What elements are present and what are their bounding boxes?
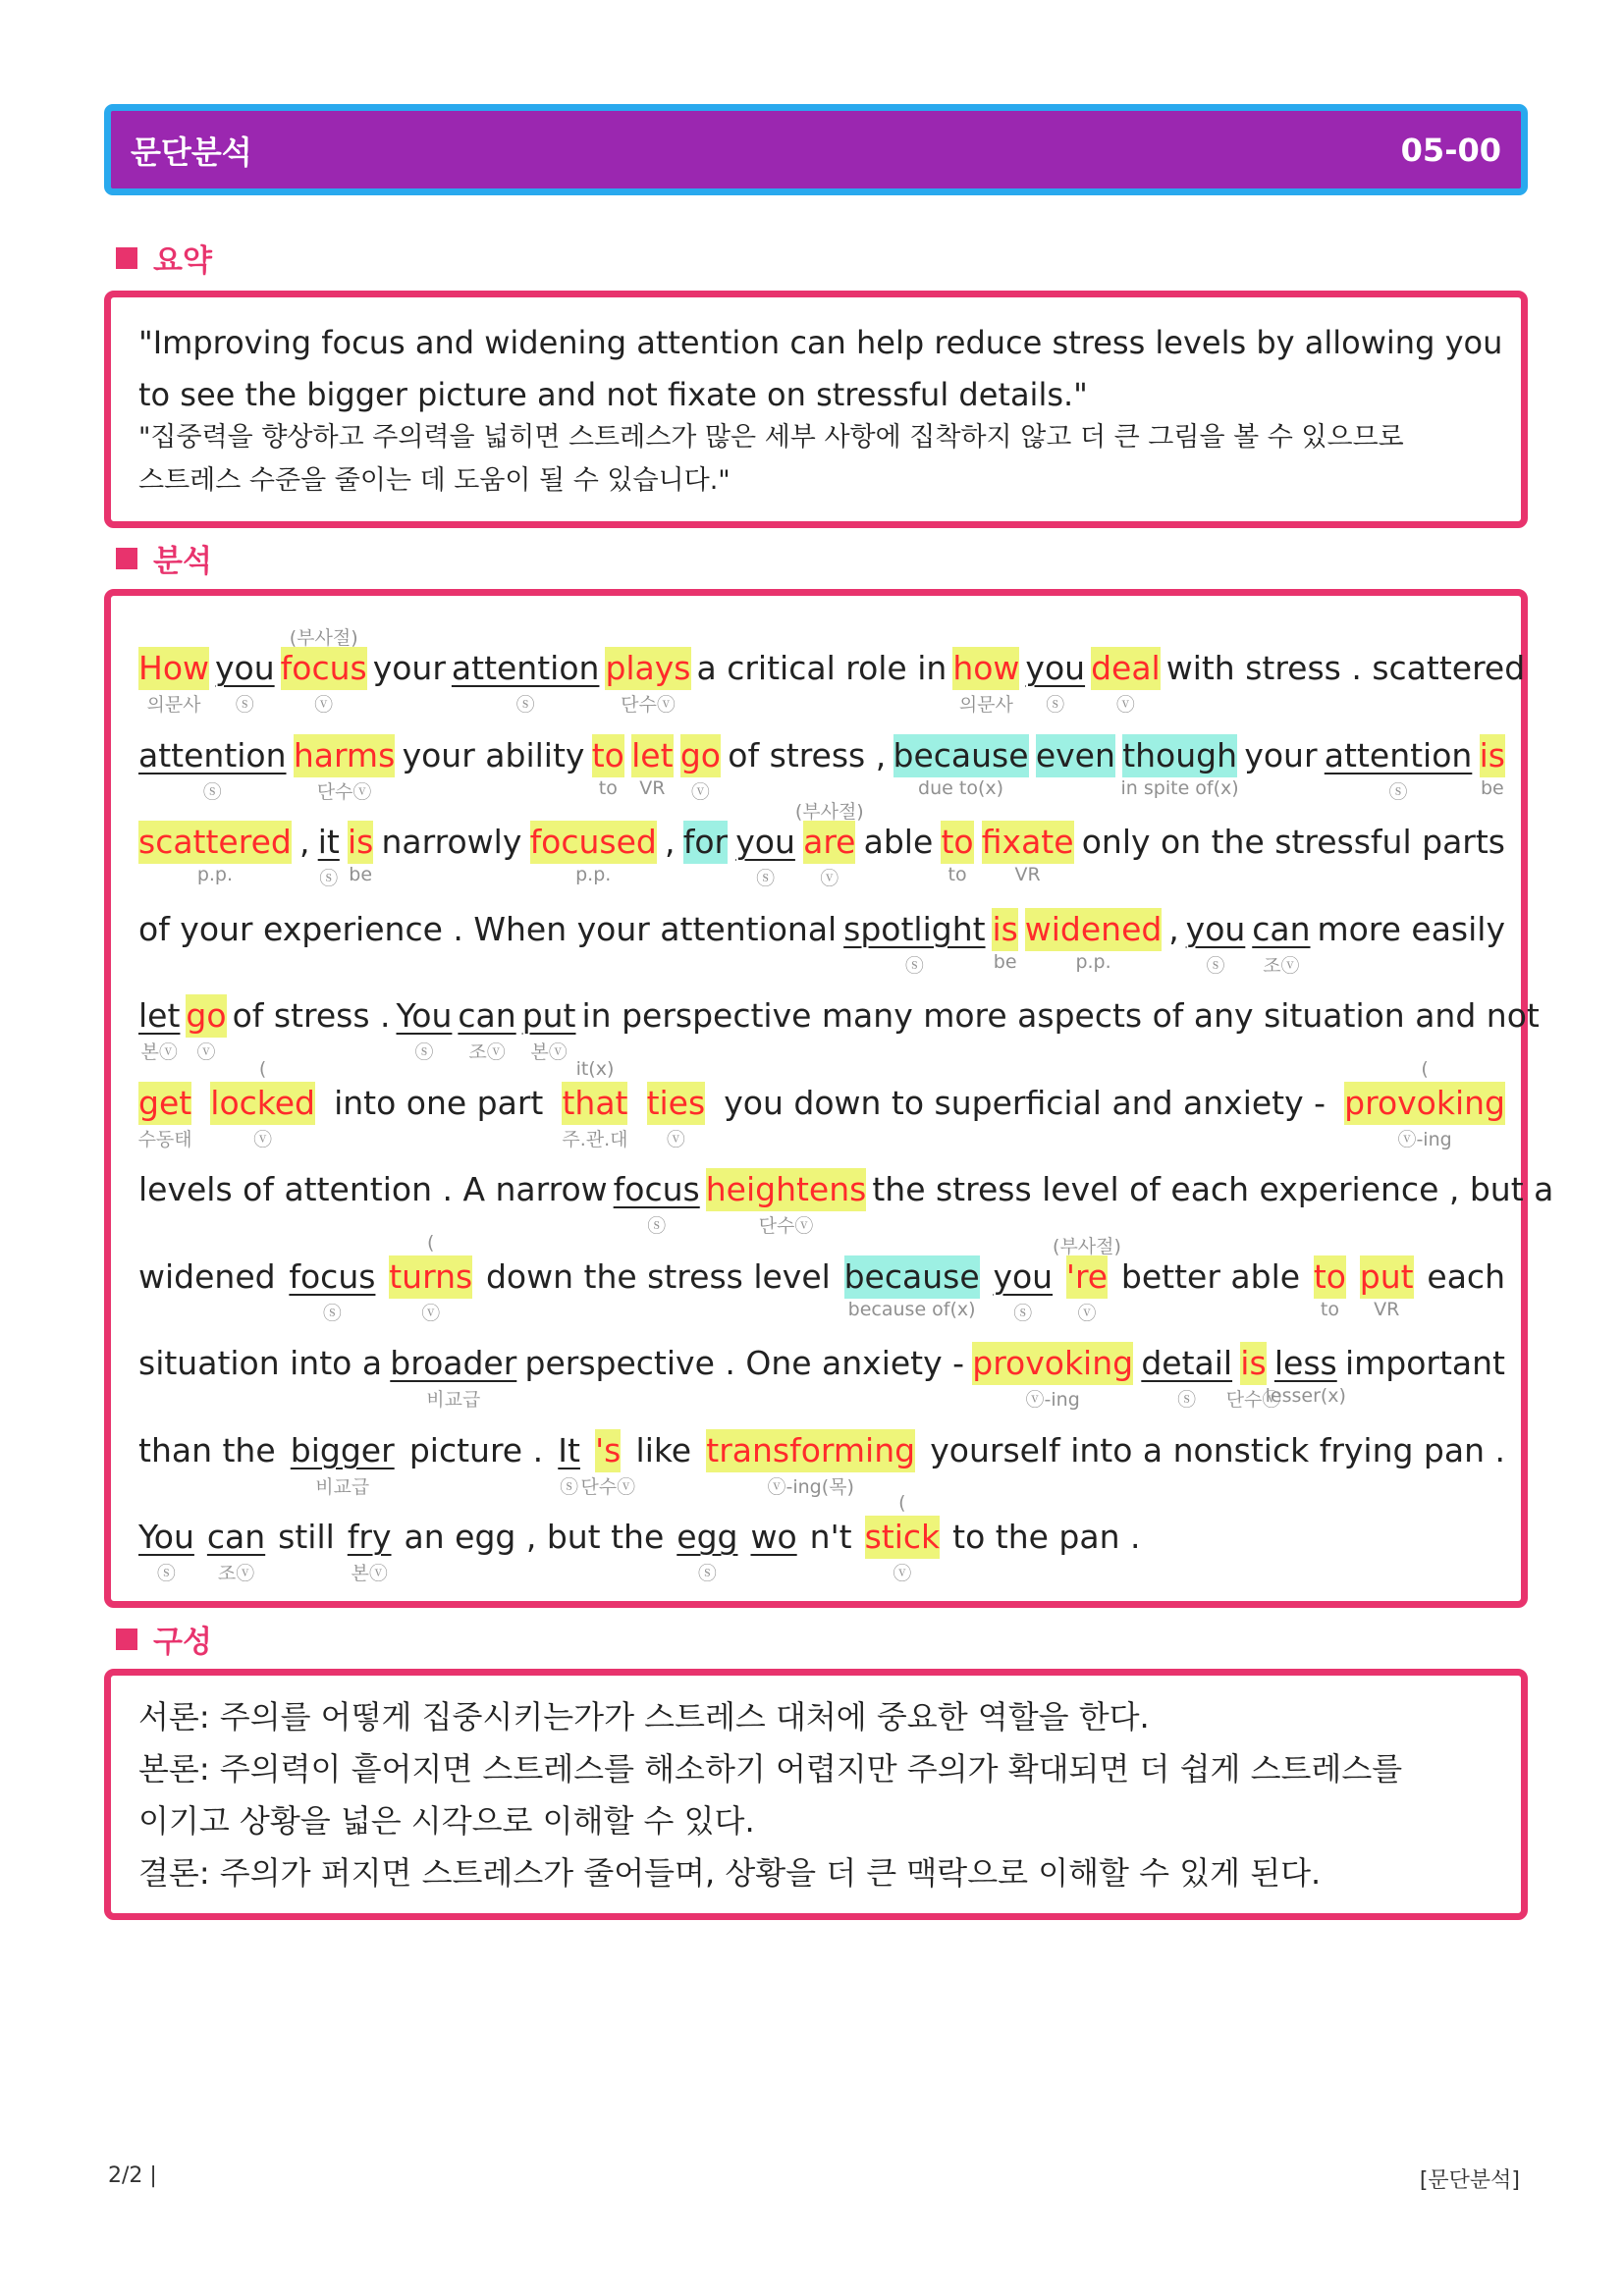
underlined-word: focus (289, 1256, 376, 1296)
grammar-annotation: 수동태 (137, 1128, 192, 1150)
text-run: your ability (402, 735, 585, 774)
text-run: with stress . scattered (1165, 649, 1526, 687)
header-code: 05-00 (1400, 131, 1501, 169)
underlined-word: spotlight (843, 909, 986, 948)
grammar-annotation: 조ⓥ (1263, 954, 1300, 977)
underlined-word: you (735, 823, 795, 861)
analysis-line (138, 623, 1526, 716)
highlighted-word: scattered (138, 821, 292, 864)
grammar-annotation: 본ⓥ (351, 1563, 388, 1584)
grammar-annotation: VR (639, 776, 666, 799)
underlined-word: let (138, 996, 181, 1035)
highlighted-word: for (683, 821, 728, 864)
text-run: important (1344, 1344, 1505, 1382)
grammar-annotation: VR (1374, 1298, 1400, 1320)
grammar-annotation: ⓢ (1388, 780, 1408, 803)
structure-line: 결론: 주의가 퍼지면 스트레스가 줄어들며, 상황을 더 큰 맥락으로 이해할 수 있게 된다. (138, 1854, 1322, 1892)
highlighted-word: focus (281, 647, 367, 690)
analysis-line (137, 1057, 1505, 1150)
text-run: better able (1120, 1256, 1301, 1296)
grammar-annotation: ⓥ (253, 1128, 273, 1150)
grammar-annotation: 의문사 (146, 694, 201, 716)
highlighted-word: that (562, 1082, 627, 1125)
grammar-annotation: ⓢ (1046, 694, 1065, 716)
grammar-annotation: ⓥ (1115, 694, 1135, 716)
grammar-annotation: ⓥ (314, 694, 334, 716)
clause-annotation: ( (898, 1492, 906, 1514)
highlighted-word: to (1314, 1255, 1346, 1299)
grammar-annotation: ⓢ (515, 694, 535, 716)
grammar-annotation: to (598, 776, 618, 799)
grammar-annotation: be (349, 864, 373, 885)
square-bullet-icon (116, 1629, 137, 1650)
underlined-word: egg (677, 1518, 738, 1556)
highlighted-word: is (1240, 1342, 1266, 1385)
text-run: levels of attention . A narrow (138, 1170, 608, 1208)
grammar-annotation: p.p. (196, 864, 234, 885)
grammar-annotation: ⓥ (820, 868, 839, 889)
highlighted-word: provoking (972, 1342, 1133, 1385)
text-run: situation into a (138, 1344, 383, 1382)
highlighted-word: provoking (1344, 1082, 1505, 1125)
underlined-word: detail (1141, 1344, 1233, 1382)
grammar-annotation: in spite of(x) (1120, 776, 1239, 799)
structure-line: 본론: 주의력이 흩어지면 스트레스를 해소하기 어렵지만 주의가 확대되면 더 쉽게 스트레스를 (138, 1750, 1403, 1788)
highlighted-word: go (680, 734, 721, 777)
underlined-word: focus (613, 1170, 700, 1208)
underlined-word: fry (347, 1518, 392, 1556)
underlined-word: attention (451, 649, 600, 687)
structure-line: 이기고 상황을 넓은 시각으로 이해할 수 있다. (138, 1802, 755, 1840)
structure-text (138, 1691, 1503, 1899)
underlined-word: you (993, 1256, 1054, 1296)
grammar-annotation: to (1320, 1298, 1339, 1320)
text-run: down the stress level (485, 1256, 831, 1296)
grammar-annotation: ⓥ-ing (1397, 1128, 1452, 1150)
highlighted-word: harms (294, 734, 395, 777)
section-structure-label: 구성 (116, 1617, 212, 1661)
footer-label: [문단분석] (1419, 2168, 1520, 2193)
text-run: only on the stressful parts (1081, 823, 1505, 861)
grammar-annotation: ⓥ (666, 1128, 685, 1150)
grammar-annotation: ⓢ (319, 868, 339, 889)
grammar-annotation: ⓢ (904, 954, 924, 977)
highlighted-word: 're (1066, 1255, 1108, 1299)
grammar-annotation: 단수ⓥ (316, 780, 372, 803)
text-run: your (1244, 735, 1318, 774)
clause-annotation: (부사절) (289, 627, 358, 649)
highlighted-word: put (1360, 1255, 1414, 1299)
highlighted-word: widened (1025, 908, 1163, 951)
grammar-annotation: p.p. (1075, 950, 1111, 973)
highlighted-word: go (186, 994, 226, 1038)
square-bullet-icon (116, 548, 137, 569)
grammar-annotation: 주.관.대 (562, 1128, 628, 1150)
highlighted-word: 's (595, 1429, 621, 1472)
analysis-box (104, 589, 1554, 1608)
grammar-annotation: ⓢ (560, 1475, 579, 1498)
grammar-annotation: 비교급 (315, 1475, 370, 1498)
highlighted-word: get (138, 1082, 191, 1125)
grammar-annotation: ⓥ (690, 780, 710, 803)
highlighted-word: ties (647, 1082, 706, 1125)
underlined-word: it (317, 823, 340, 861)
text-run: picture . (408, 1430, 544, 1469)
text-run: a critical role in (696, 649, 947, 687)
grammar-annotation: ⓢ (235, 694, 254, 716)
underlined-word: can (206, 1518, 266, 1556)
analysis-line (138, 1492, 1505, 1584)
underlined-word: can (1252, 909, 1311, 948)
grammar-annotation: ⓥ-ing(목) (767, 1475, 854, 1498)
text-run: than the (138, 1430, 276, 1469)
clause-annotation: it(x) (575, 1057, 615, 1080)
grammar-annotation: ⓢ (1013, 1302, 1033, 1324)
grammar-annotation: 단수ⓥ (1225, 1389, 1281, 1411)
underlined-word: put (521, 996, 576, 1035)
grammar-annotation: ⓢ (647, 1215, 667, 1237)
highlighted-word: is (348, 821, 373, 864)
highlighted-word: plays (605, 647, 690, 690)
grammar-annotation: ⓥ (1077, 1302, 1097, 1324)
text-run: , (665, 823, 676, 861)
underlined-word: you (1025, 649, 1086, 687)
highlighted-word: even (1036, 734, 1115, 777)
grammar-annotation: ⓢ (1177, 1389, 1197, 1411)
text-run: each (1427, 1256, 1505, 1296)
grammar-annotation: ⓢ (697, 1563, 717, 1584)
grammar-annotation: ⓢ (1206, 954, 1225, 977)
text-run: into one part (334, 1083, 544, 1122)
grammar-annotation: be (1480, 776, 1504, 799)
summary-korean: "집중력을 향상하고 주의력을 넓히면 스트레스가 많은 세부 사항에 집착하지 않고 더 큰 그림을 볼 수 있으므로 스트레스 수준을 줄이는 데 도움이 될 수 있습니다." (138, 422, 1404, 496)
analysis-line (138, 711, 1505, 803)
text-run: you down to superficial and anxiety - (724, 1083, 1326, 1122)
grammar-annotation: 단수ⓥ (758, 1215, 814, 1237)
clause-annotation: ( (1421, 1057, 1429, 1080)
square-bullet-icon (116, 247, 137, 269)
grammar-annotation: 단수ⓥ (580, 1475, 636, 1498)
highlighted-word: fixate (982, 821, 1074, 864)
highlighted-word: because (893, 734, 1029, 777)
clause-annotation: ( (427, 1231, 435, 1254)
underlined-word: bigger (290, 1430, 395, 1469)
text-run: more easily (1317, 909, 1505, 948)
grammar-annotation: to (947, 864, 967, 885)
grammar-annotation: 본ⓥ (140, 1041, 178, 1063)
text-run: your (372, 649, 446, 687)
grammar-annotation: 비교급 (426, 1389, 481, 1411)
grammar-annotation: lesser(x) (1265, 1385, 1346, 1407)
underlined-word: attention (1324, 735, 1473, 774)
highlighted-word: locked (210, 1082, 315, 1125)
text-run: , (1168, 909, 1179, 948)
highlighted-word: deal (1091, 647, 1161, 690)
analysis-line (138, 797, 1505, 889)
highlighted-word: to (941, 821, 973, 864)
grammar-annotation: p.p. (575, 864, 612, 885)
text-run: in perspective many more aspects of any situation and not (581, 996, 1540, 1035)
text-run: to the pan . (952, 1518, 1141, 1556)
footer-page-number: 2/2 | (108, 2163, 157, 2188)
underlined-word: It (558, 1430, 580, 1469)
highlighted-word: is (1480, 734, 1505, 777)
text-run: able (863, 823, 934, 861)
text-run: n't (809, 1518, 852, 1556)
text-run: yourself into a nonstick frying pan . (930, 1430, 1505, 1469)
text-run: perspective . One anxiety - (524, 1344, 965, 1382)
underlined-word: you (215, 649, 275, 687)
highlighted-word: focused (530, 821, 657, 864)
underlined-word: broader (390, 1344, 517, 1382)
summary-english: "Improving focus and widening attention can help reduce stress levels by allowing you to see the bigger picture and not fixate on stressful details." (138, 324, 1503, 413)
grammar-annotation: ⓢ (322, 1302, 342, 1324)
analysis-line (138, 971, 1540, 1063)
clause-annotation: ( (258, 1057, 267, 1080)
underlined-word: wo (750, 1518, 797, 1556)
grammar-annotation: ⓥ (893, 1563, 912, 1584)
highlighted-word: let (631, 734, 673, 777)
highlighted-word: heightens (706, 1168, 867, 1211)
grammar-annotation: ⓢ (414, 1041, 434, 1063)
grammar-annotation: 조ⓥ (217, 1563, 255, 1584)
analysis-line (138, 1145, 1554, 1237)
text-run: narrowly (381, 823, 522, 861)
analysis-line (138, 884, 1505, 977)
grammar-annotation: ⓥ-ing (1025, 1389, 1080, 1411)
highlighted-word: transforming (706, 1429, 915, 1472)
highlighted-word: to (592, 734, 624, 777)
highlighted-word: How (138, 647, 209, 690)
underlined-word: less (1273, 1344, 1337, 1382)
grammar-annotation: be (993, 950, 1017, 973)
section-summary-label: 요약 (116, 236, 212, 280)
text-run: widened (138, 1256, 276, 1296)
highlighted-word: because (844, 1255, 980, 1299)
underlined-word: attention (138, 735, 287, 774)
section-analysis-label: 분석 (116, 536, 212, 580)
highlighted-word: is (992, 908, 1017, 951)
grammar-annotation: ⓢ (202, 780, 222, 803)
underlined-word: can (458, 996, 516, 1035)
grammar-annotation: ⓥ (196, 1041, 216, 1063)
grammar-annotation: due to(x) (918, 776, 1004, 799)
summary-box (104, 291, 1528, 528)
highlighted-word: are (803, 821, 855, 864)
text-run: an egg , but the (404, 1518, 665, 1556)
grammar-annotation: ⓥ (421, 1302, 441, 1324)
clause-annotation: (부사절) (1053, 1235, 1121, 1257)
text-run: the stress level of each experience , but a (872, 1170, 1554, 1208)
highlighted-word: turns (389, 1255, 472, 1299)
text-run: still (278, 1518, 335, 1556)
highlighted-word: stick (865, 1516, 941, 1559)
grammar-annotation: VR (1014, 864, 1041, 885)
grammar-annotation: 조ⓥ (468, 1041, 506, 1063)
text-run: of your experience . When your attentional (138, 909, 838, 948)
analysis-line (138, 1318, 1505, 1411)
header-title: 문단분석 (131, 133, 252, 171)
underlined-word: You (138, 1518, 194, 1556)
underlined-word: you (1185, 909, 1246, 948)
grammar-annotation: because of(x) (847, 1298, 976, 1320)
underlined-word: You (396, 996, 453, 1035)
text-run: like (635, 1430, 692, 1469)
text-run: , (299, 823, 310, 861)
text-run: of stress , (728, 735, 887, 774)
analysis-line (138, 1406, 1505, 1498)
grammar-annotation: 단수ⓥ (621, 694, 676, 716)
grammar-annotation: 본ⓥ (530, 1041, 568, 1063)
clause-annotation: (부사절) (794, 801, 864, 823)
highlighted-word: though (1122, 734, 1237, 777)
text-run: of stress . (232, 996, 391, 1035)
grammar-annotation: ⓢ (756, 868, 776, 889)
structure-box (104, 1669, 1528, 1920)
structure-line: 서론: 주의를 어떻게 집중시키는가가 스트레스 대처에 중요한 역할을 한다. (138, 1698, 1150, 1735)
highlighted-word: how (952, 647, 1019, 690)
analysis-line (138, 1231, 1505, 1324)
grammar-annotation: 의문사 (958, 694, 1013, 716)
grammar-annotation: ⓢ (156, 1563, 176, 1584)
page-header (104, 104, 1528, 195)
